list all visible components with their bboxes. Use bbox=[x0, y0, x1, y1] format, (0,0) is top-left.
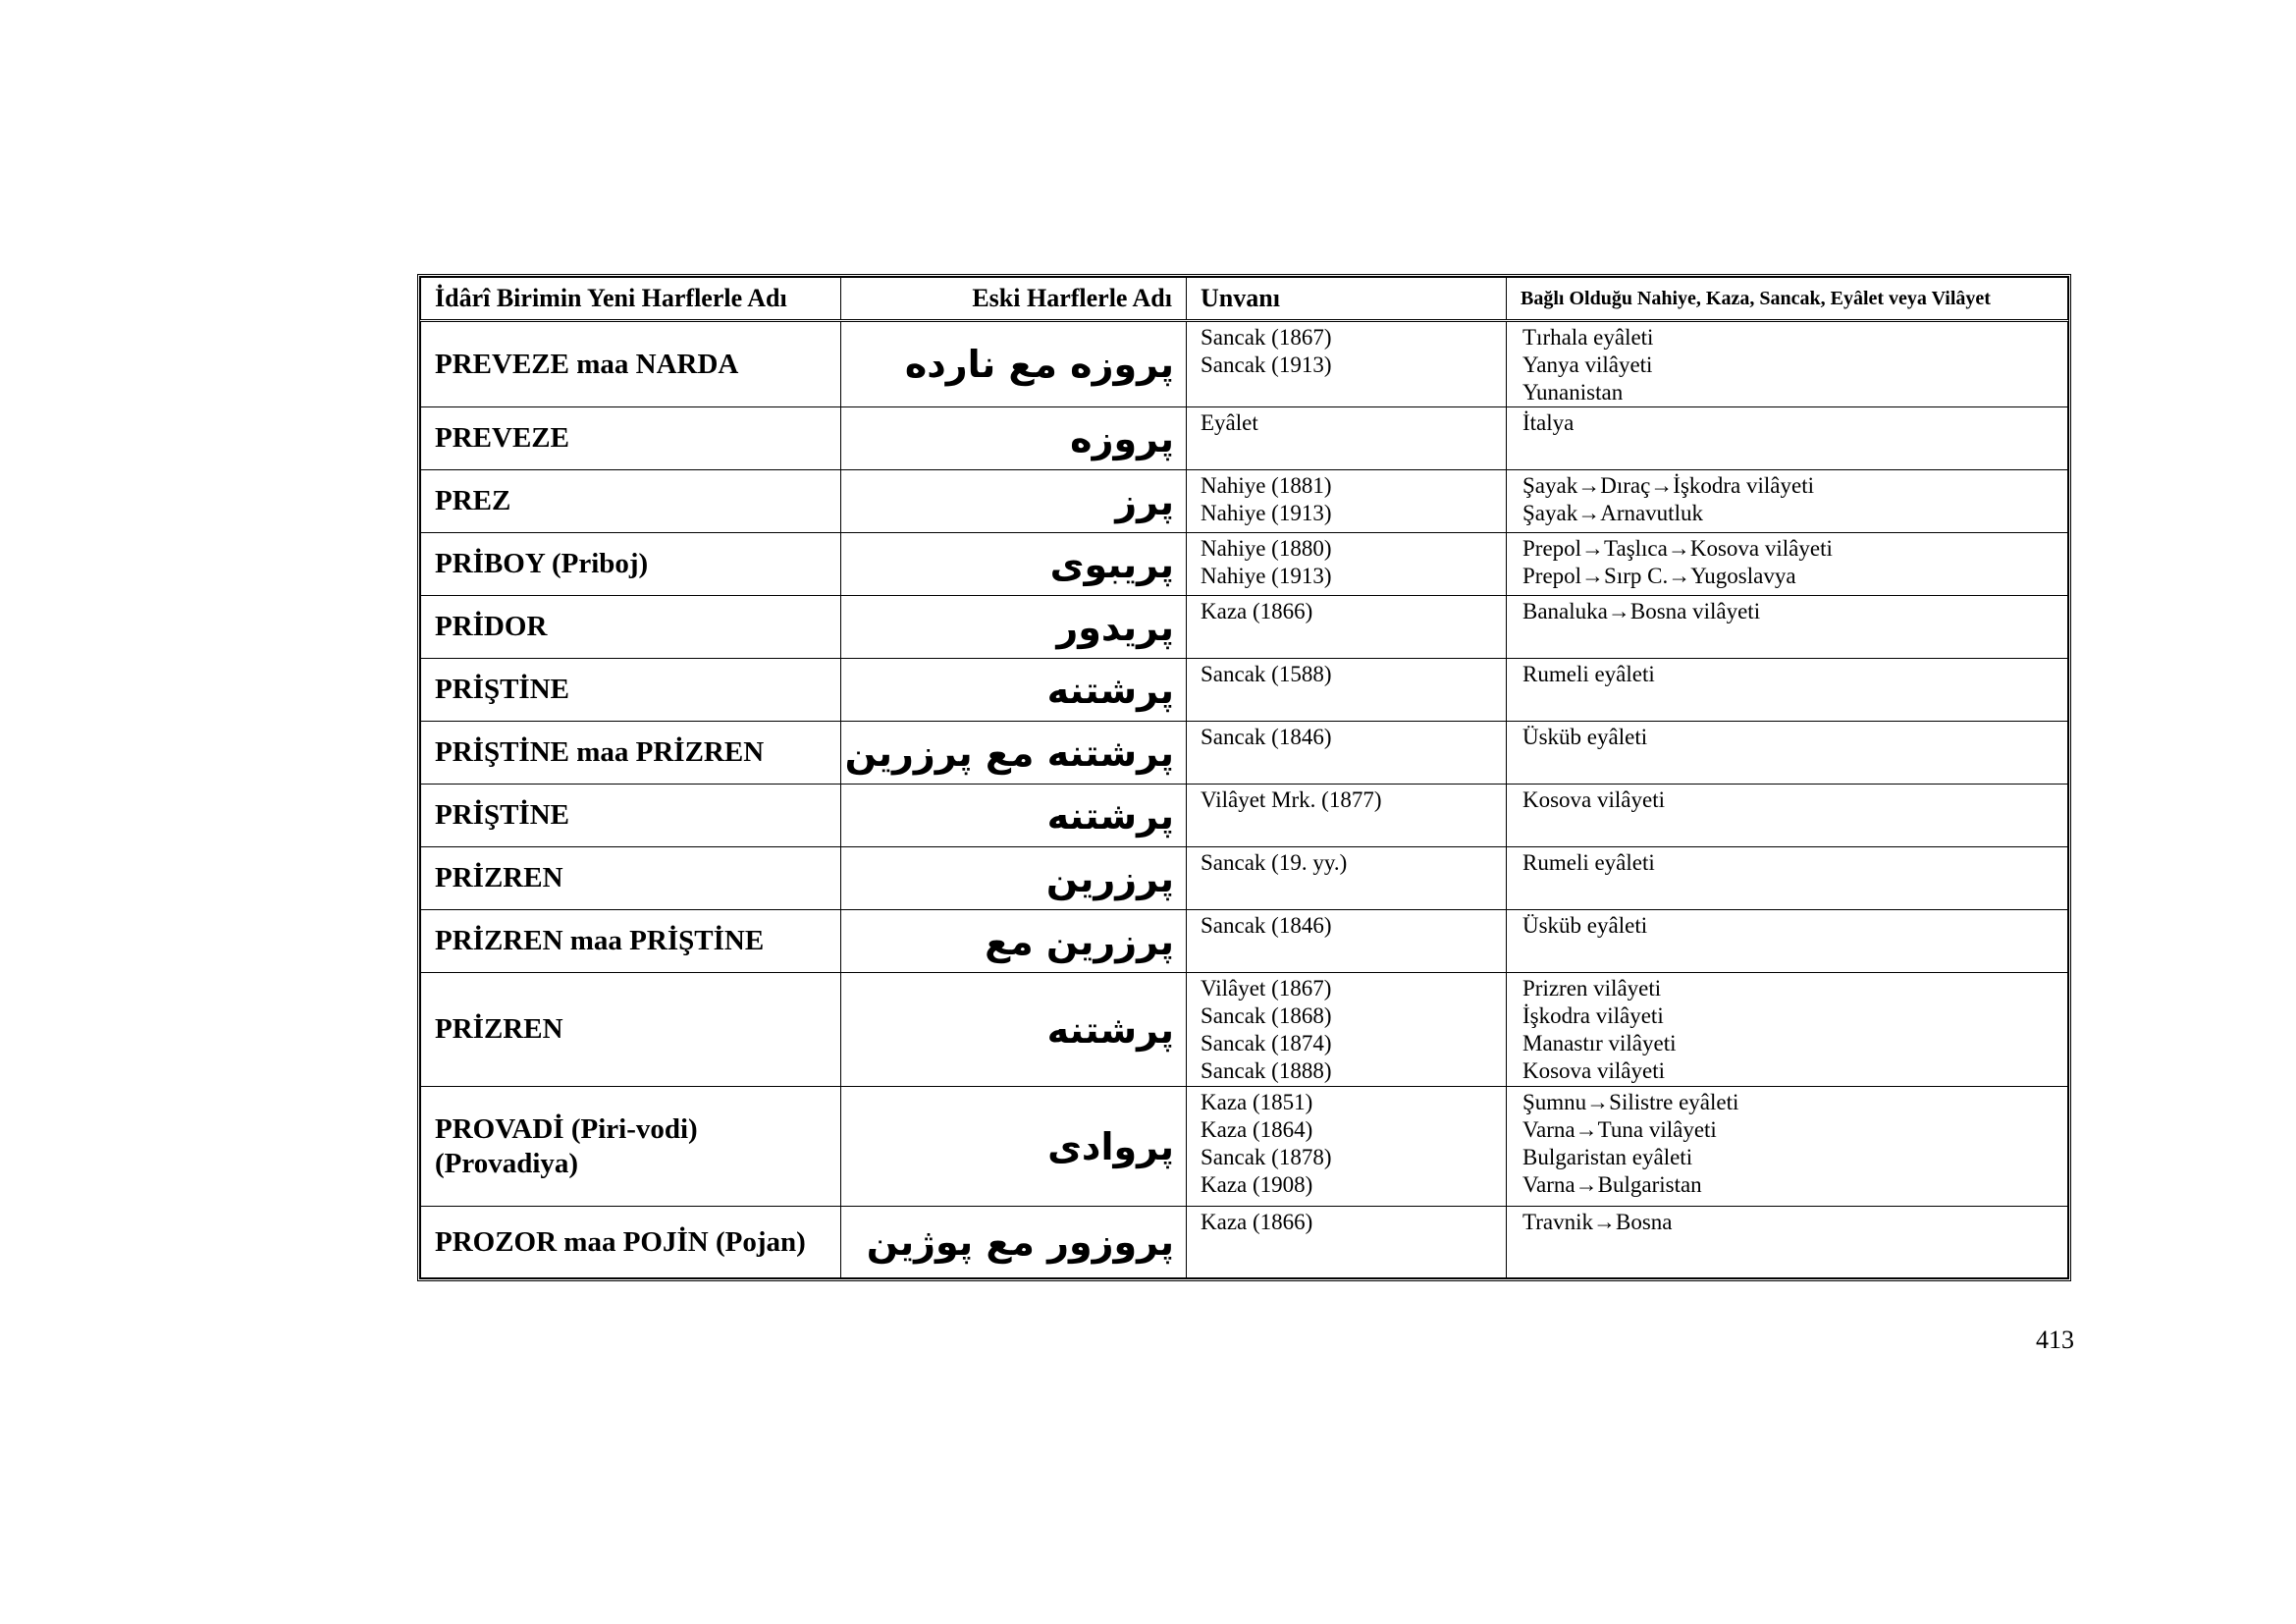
page-number: 413 bbox=[2036, 1326, 2074, 1354]
unit-old-name: پريدور bbox=[841, 596, 1187, 659]
unit-new-name: PRİZREN maa PRİŞTİNE bbox=[421, 910, 841, 973]
table-row bbox=[421, 659, 2068, 722]
unit-title: Nahiye (1913) bbox=[1201, 501, 1332, 525]
unit-old-name: پرزرين مع bbox=[841, 910, 1187, 973]
unit-affiliation-cell bbox=[1507, 973, 2068, 1087]
unit-old-name: پرز bbox=[841, 470, 1187, 533]
unit-affiliation: Banaluka→Bosna vilâyeti bbox=[1522, 599, 1761, 623]
unit-affiliation: Prepol→Sırp C.→Yugoslavya bbox=[1522, 564, 1796, 588]
unit-new-name: PRİŞTİNE bbox=[421, 785, 841, 847]
unit-old-name: پرشتنه bbox=[841, 785, 1187, 847]
unit-title: Nahiye (1913) bbox=[1201, 564, 1332, 588]
unit-affiliation: Varna→Bulgaristan bbox=[1522, 1172, 1702, 1197]
table-row bbox=[421, 785, 2068, 847]
unit-new-name: PREZ bbox=[421, 470, 841, 533]
unit-title-cell bbox=[1187, 785, 1507, 847]
unit-affiliation: Üsküb eyâleti bbox=[1522, 913, 1648, 938]
unit-title-cell bbox=[1187, 973, 1507, 1087]
unit-affiliation: Bulgaristan eyâleti bbox=[1522, 1145, 1693, 1169]
unit-affiliation: Varna→Tuna vilâyeti bbox=[1522, 1117, 1717, 1142]
unit-affiliation: Şumnu→Silistre eyâleti bbox=[1522, 1090, 1739, 1114]
unit-title: Sancak (1846) bbox=[1201, 913, 1332, 938]
unit-affiliation: Rumeli eyâleti bbox=[1522, 850, 1655, 875]
unit-title: Sancak (1874) bbox=[1201, 1031, 1332, 1056]
unit-new-name: PRİŞTİNE maa PRİZREN bbox=[421, 722, 841, 785]
unit-old-name: پروزور مع پوژين bbox=[841, 1207, 1187, 1278]
unit-title: Kaza (1866) bbox=[1201, 1210, 1313, 1234]
unit-title-cell bbox=[1187, 1087, 1507, 1207]
unit-old-name: پروزه مع نارده bbox=[841, 321, 1187, 407]
unit-title: Sancak (1913) bbox=[1201, 352, 1332, 377]
data-table bbox=[420, 277, 2068, 1278]
unit-affiliation: Kosova vilâyeti bbox=[1522, 1058, 1665, 1083]
unit-new-name: PRİBOY (Priboj) bbox=[421, 533, 841, 596]
unit-title: Vilâyet Mrk. (1877) bbox=[1201, 787, 1382, 812]
table-row bbox=[421, 1087, 2068, 1207]
unit-new-name: PRİZREN bbox=[421, 847, 841, 910]
unit-title-cell bbox=[1187, 722, 1507, 785]
unit-affiliation-cell bbox=[1507, 722, 2068, 785]
unit-new-name: PRİDOR bbox=[421, 596, 841, 659]
header-affiliation: Bağlı Olduğu Nahiye, Kaza, Sancak, Eyâlet veya Vilâyet bbox=[1507, 278, 2068, 321]
table-row bbox=[421, 973, 2068, 1087]
unit-title: Sancak (1846) bbox=[1201, 725, 1332, 749]
table-row bbox=[421, 1207, 2068, 1278]
unit-title: Nahiye (1880) bbox=[1201, 536, 1332, 561]
unit-new-name: PREVEZE bbox=[421, 407, 841, 470]
unit-affiliation: Şayak→Dıraç→İşkodra vilâyeti bbox=[1522, 473, 1814, 498]
unit-affiliation: Yanya vilâyeti bbox=[1522, 352, 1653, 377]
unit-title-cell bbox=[1187, 1207, 1507, 1278]
unit-old-name: پرشتنه bbox=[841, 973, 1187, 1087]
table-row bbox=[421, 533, 2068, 596]
table-header-row bbox=[421, 278, 2068, 321]
unit-affiliation: Tırhala eyâleti bbox=[1522, 325, 1654, 350]
unit-affiliation-cell bbox=[1507, 470, 2068, 533]
unit-affiliation-cell bbox=[1507, 1087, 2068, 1207]
table-row bbox=[421, 910, 2068, 973]
unit-title: Sancak (1878) bbox=[1201, 1145, 1332, 1169]
table-row bbox=[421, 596, 2068, 659]
table-row bbox=[421, 847, 2068, 910]
unit-title-cell bbox=[1187, 533, 1507, 596]
unit-title: Kaza (1864) bbox=[1201, 1117, 1313, 1142]
unit-affiliation: Yunanistan bbox=[1522, 380, 1624, 405]
unit-affiliation: Rumeli eyâleti bbox=[1522, 662, 1655, 686]
unit-affiliation-cell bbox=[1507, 321, 2068, 407]
unit-affiliation-cell bbox=[1507, 1207, 2068, 1278]
unit-title-cell bbox=[1187, 847, 1507, 910]
unit-title: Kaza (1866) bbox=[1201, 599, 1313, 623]
unit-affiliation: Prepol→Taşlıca→Kosova vilâyeti bbox=[1522, 536, 1833, 561]
unit-new-name: PRİZREN bbox=[421, 973, 841, 1087]
table-row bbox=[421, 470, 2068, 533]
unit-affiliation: İşkodra vilâyeti bbox=[1522, 1003, 1664, 1028]
table-row bbox=[421, 321, 2068, 407]
unit-affiliation: Travnik→Bosna bbox=[1522, 1210, 1673, 1234]
unit-title: Sancak (19. yy.) bbox=[1201, 850, 1348, 875]
header-new-name: İdârî Birimin Yeni Harflerle Adı bbox=[421, 278, 841, 321]
unit-title-cell bbox=[1187, 321, 1507, 407]
unit-affiliation-cell bbox=[1507, 596, 2068, 659]
unit-title-cell bbox=[1187, 596, 1507, 659]
unit-new-name: PRİŞTİNE bbox=[421, 659, 841, 722]
unit-affiliation-cell bbox=[1507, 659, 2068, 722]
unit-old-name: پريبوى bbox=[841, 533, 1187, 596]
unit-title: Kaza (1851) bbox=[1201, 1090, 1313, 1114]
unit-title: Nahiye (1881) bbox=[1201, 473, 1332, 498]
unit-title: Sancak (1888) bbox=[1201, 1058, 1332, 1083]
unit-title: Kaza (1908) bbox=[1201, 1172, 1313, 1197]
unit-affiliation-cell bbox=[1507, 533, 2068, 596]
unit-old-name: پروادى bbox=[841, 1087, 1187, 1207]
unit-old-name: پروزه bbox=[841, 407, 1187, 470]
unit-title-cell bbox=[1187, 659, 1507, 722]
unit-title-cell bbox=[1187, 470, 1507, 533]
header-old-name: Eski Harflerle Adı bbox=[841, 278, 1187, 321]
unit-affiliation: İtalya bbox=[1522, 410, 1575, 435]
unit-title: Sancak (1588) bbox=[1201, 662, 1332, 686]
unit-affiliation: Şayak→Arnavutluk bbox=[1522, 501, 1703, 525]
unit-affiliation: Prizren vilâyeti bbox=[1522, 976, 1662, 1001]
unit-old-name: پرشتنه مع پرزرين bbox=[841, 722, 1187, 785]
unit-affiliation-cell bbox=[1507, 785, 2068, 847]
table-row bbox=[421, 722, 2068, 785]
unit-new-name: PROZOR maa POJİN (Pojan) bbox=[421, 1207, 841, 1278]
unit-old-name: پرشتنه bbox=[841, 659, 1187, 722]
unit-affiliation-cell bbox=[1507, 407, 2068, 470]
unit-affiliation: Üsküb eyâleti bbox=[1522, 725, 1648, 749]
unit-affiliation-cell bbox=[1507, 910, 2068, 973]
unit-affiliation-cell bbox=[1507, 847, 2068, 910]
unit-old-name: پرزرين bbox=[841, 847, 1187, 910]
unit-new-name: PROVADİ (Piri-vodi) (Provadiya) bbox=[421, 1087, 841, 1207]
header-title: Unvanı bbox=[1187, 278, 1507, 321]
table-row bbox=[421, 407, 2068, 470]
unit-new-name: PREVEZE maa NARDA bbox=[421, 321, 841, 407]
unit-title-cell bbox=[1187, 910, 1507, 973]
unit-affiliation: Kosova vilâyeti bbox=[1522, 787, 1665, 812]
unit-title: Vilâyet (1867) bbox=[1201, 976, 1332, 1001]
unit-title: Sancak (1868) bbox=[1201, 1003, 1332, 1028]
unit-title: Sancak (1867) bbox=[1201, 325, 1332, 350]
unit-title: Eyâlet bbox=[1201, 410, 1258, 435]
unit-affiliation: Manastır vilâyeti bbox=[1522, 1031, 1677, 1056]
data-table-frame bbox=[417, 274, 2071, 1281]
unit-title-cell bbox=[1187, 407, 1507, 470]
